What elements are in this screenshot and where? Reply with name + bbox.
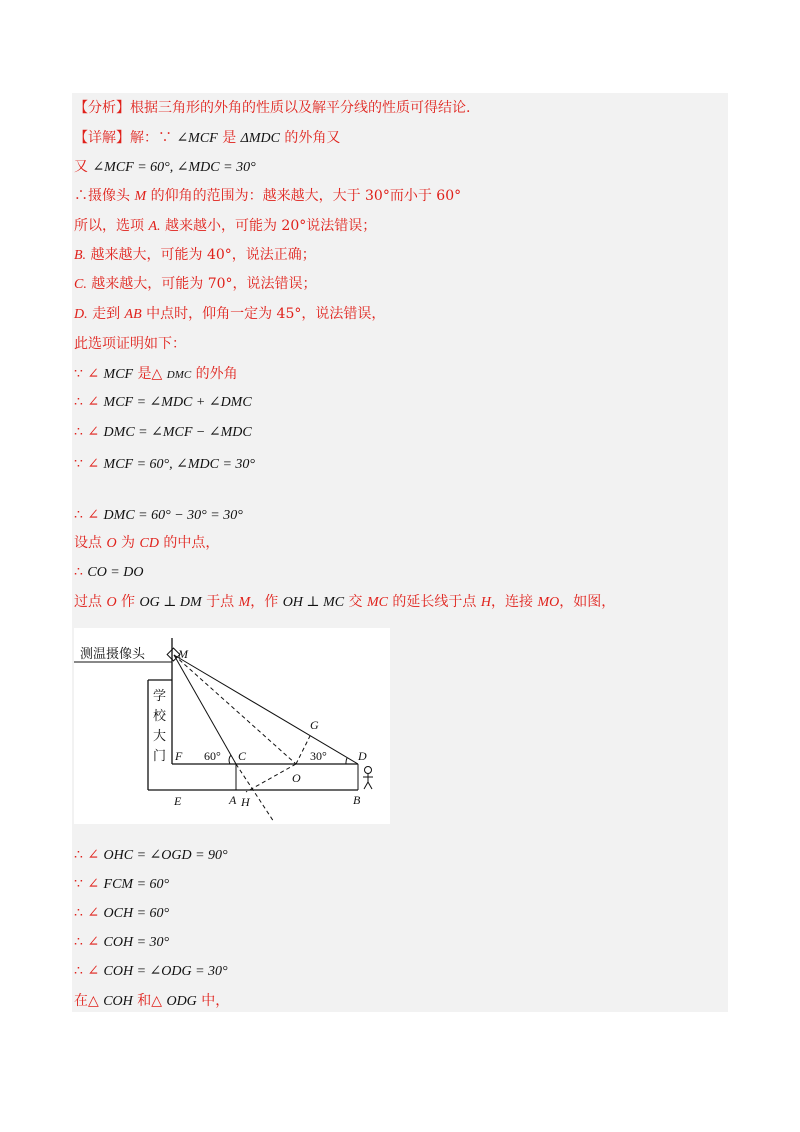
option-b-line: B. 越来越大，可能为 40°，说法正确； (74, 247, 316, 263)
proof-step-1: ∵ ∠ MCF 是△ DMC 的外角 (74, 366, 238, 382)
gate-char-2: 校 (153, 709, 167, 724)
point-m-label: M (178, 647, 188, 661)
option-d-line: D. 走到 AB 中点时，仰角一定为 45°，说法错误， (74, 306, 386, 322)
angle-c-label: 60° (204, 749, 221, 763)
geometry-figure (74, 628, 390, 824)
gate-char-1: 学 (153, 689, 167, 704)
point-d-label: D (358, 749, 367, 763)
point-c-label: C (238, 749, 247, 763)
proof-step-8: ∴ ∠ OCH = 60° (74, 905, 170, 921)
proof-step-3: ∴ ∠ DMC = ∠MCF − ∠MDC (74, 424, 252, 440)
angle-d-label: 30° (310, 749, 327, 763)
proof-step-6: ∴ ∠ OHC = ∠OGD = 90° (74, 847, 228, 863)
option-a-line: 所以，选项 A. 越来越小，可能为 20°说法错误； (74, 218, 377, 234)
proof-step-2: ∴ ∠ MCF = ∠MDC + ∠DMC (74, 394, 252, 410)
equal-segments-line: ∴ CO = DO (74, 564, 144, 580)
geometry-diagram (74, 628, 390, 824)
point-a-label: A (229, 793, 237, 807)
proof-step-10: ∴ ∠ COH = ∠ODG = 30° (74, 963, 228, 979)
point-g-label: G (310, 718, 319, 732)
point-o-label: O (292, 771, 301, 785)
option-c-line: C. 越来越大，可能为 70°，说法错误； (74, 276, 317, 292)
midpoint-line: 设点 O 为 CD 的中点， (74, 535, 220, 551)
point-b-label: B (353, 793, 361, 807)
gate-char-4: 门 (153, 749, 167, 764)
proof-step-7: ∵ ∠ FCM = 60° (74, 876, 170, 892)
proof-step-5: ∴ ∠ DMC = 60° − 30° = 30° (74, 507, 243, 523)
analysis-line: 【分析】根据三角形的外角的性质以及解平分线的性质可得结论. (74, 100, 471, 116)
point-h-label: H (241, 795, 250, 809)
triangle-comparison-line: 在△ COH 和△ ODG 中， (74, 993, 230, 1009)
proof-step-9: ∴ ∠ COH = 30° (74, 934, 170, 950)
proof-intro-line: 此选项证明如下： (74, 336, 186, 352)
construction-line: 过点 O 作 OG ⊥ DM 于点 M，作 OH ⊥ MC 交 MC 的延长线于点 H，连接 MO，如图， (74, 594, 616, 610)
gate-char-3: 大 (153, 729, 167, 744)
proof-step-4: ∵ ∠ MCF = 60°, ∠MDC = 30° (74, 456, 256, 472)
point-e-label: E (174, 794, 182, 808)
detail-line: 【详解】解：∵ ∠MCF 是 ΔMDC 的外角又 (74, 130, 341, 146)
range-line: ∴摄像头 M 的仰角的范围为：越来越大，大于 30°而小于 60° (74, 188, 462, 204)
given-angles-line: 又 ∠MCF = 60°, ∠MDC = 30° (74, 159, 256, 175)
point-f-label: F (175, 749, 183, 763)
camera-label: 测温摄像头 (80, 647, 146, 662)
